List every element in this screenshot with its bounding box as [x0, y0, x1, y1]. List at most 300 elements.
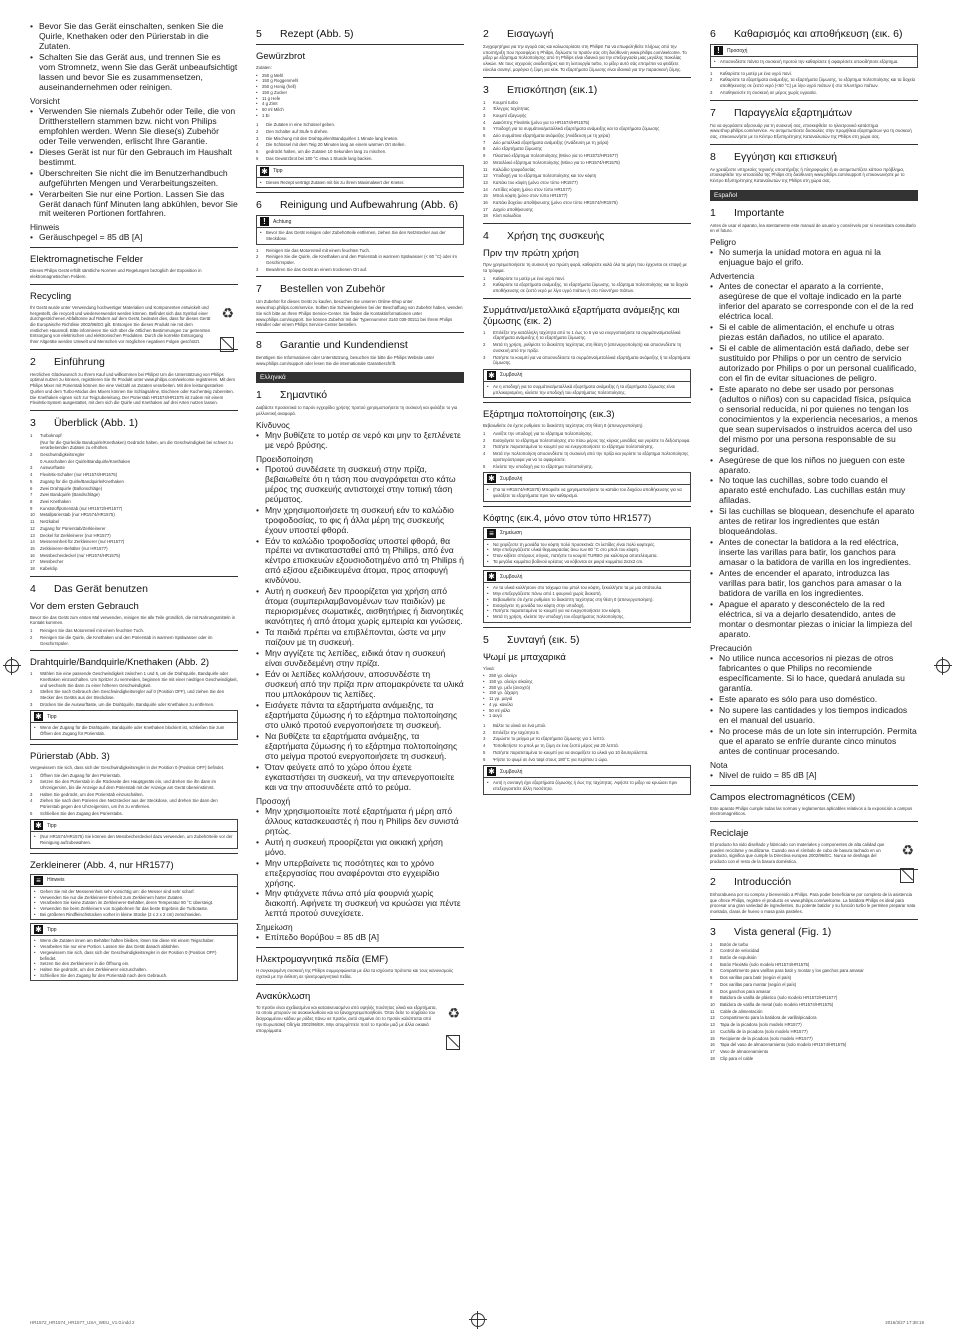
list-item: • Dieses Gerät ist nur für den Gebrauch im Haushalt bestimmt. — [30, 148, 238, 168]
numbered-item: 3 Drücken Sie die Auswurftaste, um die Drahtquirle, Bandquirle oder Knethaken zu entfernen. — [30, 701, 215, 707]
divider — [256, 192, 464, 193]
tip-box: ✱ Tipp • Dieses Rezept verträgt Zutaten mit bis zu ihrem Maximalwert der Kneter. — [256, 165, 464, 189]
numbered-item: 18 Kabelclip — [30, 566, 58, 572]
cem-heading: Campos electromagnéticos (CEM) — [710, 791, 856, 803]
numbered-item: 10 Batidora de varilla de metal (solo modelo HR1574/HR1575) — [710, 1002, 834, 1007]
divider — [30, 247, 238, 248]
advertencia-heading: Advertencia — [710, 271, 755, 282]
divider — [256, 44, 464, 45]
greek-section-2-heading: 2 Εισαγωγή — [483, 28, 554, 40]
list-item: • Verwenden Sie niemals Zubehör oder Teile, die von Drittherstellern stammen bzw. nicht von Philips empfohlen werden. Wenn Sie diese(s) Zubehör oder Teile verwenden, erlischt Ihre Garantie. — [30, 107, 238, 147]
divider — [30, 349, 238, 350]
recipe-steps — [256, 122, 464, 161]
caution-heading: Προσοχή — [256, 795, 291, 806]
section-7-heading: 7 Bestellen von Zubehör — [256, 283, 386, 296]
reciclaje-heading: Reciclaje — [710, 828, 749, 840]
divider — [710, 821, 918, 822]
greek-section-7-heading: 7 Παραγγελία εξαρτημάτων — [710, 106, 852, 119]
numbered-item: 12 Υποδοχή για το εξάρτημα πολτοποίησης και τον κόφτη — [483, 173, 597, 179]
hinweis-heading: Hinweis — [30, 222, 60, 233]
list-item: • Βεβαιωθείτε ότι έχετε ρυθμίσει το διακόπτη ταχύτητας στη θέση 0 (απενεργοποίηση). — [487, 597, 687, 603]
tip-icon: ✱ — [488, 474, 495, 484]
list-item: • Όταν κόβετε σπόρους σόγιας, πατήστε το κουμπί TURBO για καλύτερα αποτελέσματα. — [487, 553, 687, 559]
numbered-item: 5 Schließen Sie den Zugang des Pürierstabs. — [30, 810, 123, 816]
print-footer-date: 2016/3/27 17:38:19 — [885, 1320, 924, 1325]
overview-list — [30, 433, 238, 572]
list-item: • Μην βυθίζετε το μοτέρ σε νερό και μην το ξεπλένετε με νερό βρύσης. — [256, 431, 464, 451]
numbered-item: 3 Ζυμώστε το μείγμα με τα εξαρτήματα ζύμωσης για 1 λεπτό. — [483, 736, 606, 742]
numbered-item: 2 Επιλέξτε την ταχύτητα 5. — [483, 729, 540, 735]
greek-chopper-heading: Κόφτης (εικ.4, μόνο στον τύπο HR1577) — [483, 512, 652, 524]
registration-mark-right — [936, 659, 950, 673]
numbered-item: 17 Δοχείο αποθήκευσης — [483, 206, 533, 212]
numbered-item: 11 Καλώδιο τροφοδοσίας — [483, 166, 536, 172]
puerierstab-steps — [30, 773, 238, 817]
peligro-list — [710, 248, 918, 268]
list-item: • 150 γρ. ζάχαρη — [483, 690, 691, 696]
list-item: • 50 ml γάλα — [483, 708, 691, 714]
greek-recipe-heading: Ψωμί με μπαχαρικά — [483, 651, 566, 663]
list-item: • No procese más de un lote sin interrupción. Permita que el aparato se enfríe durante cinco minutos antes de continuar procesando. — [710, 727, 918, 757]
greek-section-6-heading: 6 Καθαρισμός και αποθήκευση (εικ. 6) — [710, 28, 903, 40]
numbered-item: (Nur für die Quirle/die Bandquirle/Knethaken) Gedrückt halten, um die Geschwindigkeit bei schwer zu verarbeitenden Zutaten zu erhöhen. — [40, 439, 233, 451]
hinweis-item: • Geräuschpegel = 85 dB [A] — [30, 233, 238, 243]
section-8-heading: 8 Garantie und Kundendienst — [256, 338, 408, 351]
numbered-item: 2 Μετά τη χρήση, ρυθμίστε το διακόπτη ταχύτητας στη θέση 0 (απενεργοποίηση) και αποσυνδέστε τη συσκευή από την πρίζα. — [483, 342, 682, 353]
recycle-icon: ♻ — [447, 1004, 460, 1021]
list-item: • Asegúrese de que los niños no jueguen con este aparato. — [710, 456, 918, 476]
section-2-heading: 2 Einführung — [30, 355, 105, 368]
numbered-item: 1 Wählen Sie eine passende Geschwindigkeit zwischen 1 und 5, um die Drahtquirle, Bandquirle oder Knethaken einzuschalten. Um Spritzer zu vermeiden, beginnen Sie mit einer niedrigen Geschwindigkeit, und wechseln Sie dann zu einer höheren Geschwindigkeit. — [30, 671, 238, 688]
numbered-item: 2 Εισαγάγετε το εξάρτημα πολτοποίησης στο πίσω μέρος της κύριας μονάδας και γυρίστε το δεξιόστροφα. — [483, 437, 691, 443]
list-item: • Schalten Sie das Gerät aus, und trennen Sie es vom Stromnetz, wenn Sie das Gerät unbeaufsichtigt lassen und bevor Sie es zusammensetzen, auseinandernehmen oder reinigen. — [30, 53, 238, 93]
quirl-steps — [30, 671, 238, 707]
recycle-icon: ♻ — [901, 842, 914, 859]
list-item: • Να βυθίζετε τα εξαρτήματα ανάμειξης, τα εξαρτήματα ζύμωσης ή το εξάρτημα πολτοποίησης στο μείγμα προτού ενεργοποιήσετε τη συσκευή. — [256, 732, 464, 762]
tip-icon: ✱ — [488, 767, 495, 777]
note-box: ≡ Σημείωση • Να χειρίζεστε τη μονάδα του κόφτη πολύ προσεκτικά: Οι λεπίδες είναι πολύ κοφτερές. • Μην επεξεργάζεστε υλικά θερμοκρασίας άνω των 80 °C στο μπολ του κόφτη. • Όταν κόβετε σπόρους σόγιας, πατήστε το κουμπί TURBO για καλύτερα αποτελέσματα. • Τα μεγάλα κομμάτια βοδινού κρέατος να κόβονται σε μικρά κομμάτια 2x2x2 cm. — [483, 527, 691, 568]
tip-icon: ✱ — [35, 821, 42, 831]
caution-list — [256, 807, 464, 920]
numbered-item: 2 Setzen Sie den Pürierstab in die Rückseite des Hauptgeräts ein, und drehen Sie ihn dann im Uhrzeigersinn, bis die Anzeige auf dem Pürierstab mit der Anzeige am Gerät übereinstimmt. — [30, 779, 217, 790]
note-icon: ≡ — [487, 529, 496, 538]
list-item: • 250 g Honig (hell) — [256, 84, 464, 90]
list-item: • Αυτή η συσκευή προορίζεται για οικιακή χρήση μόνο. — [256, 838, 464, 858]
numbered-item: 7 Δύο μεταλλικά εξαρτήματα ανάμειξης (Ανάδευση με τη χείρα) — [483, 139, 609, 145]
divider — [483, 402, 691, 403]
crossed-bin-icon — [900, 868, 914, 883]
list-item: • Αν τα υλικά κολλήσουν στο τοίχωμα του μπολ του κόφτη, ξεκολλήστε τα με μια σπάτουλα. — [487, 585, 687, 591]
divider — [30, 744, 238, 745]
recycling-text: Ihr Gerät wurde unter Verwendung hochwertiger Materialien und Komponenten entwickelt und hergestellt, die recycelt und wiederverwendet werden können. Befindet sich das Symbol einer durchgestrichenen Abfalltonne auf Rädern auf dem Gerät, bedeutet dies, dass für dieses Gerät die Europäische Richtlinie 2002/96/EG gilt. Entsorgen Sie dieses Produkt nie mit dem restlichen Hausmüll. Bitte informieren Sie sich über die örtlichen Bestimmungen zur getrennten Entsorgung von elektrischen und elektronischen Produkten. Durch die korrekte Entsorgung Ihrer Altgeräte werden Umwelt und Menschen vor möglichen negativen Folgen geschützt. — [30, 304, 211, 345]
list-item: • Verarbeiten Sie nur eine Portion. Lassen Sie das Gerät danach abkühlen. — [34, 944, 234, 950]
spanish-section-3-heading: 3 Vista general (Fig. 1) — [710, 925, 832, 938]
greek-cleaning-steps — [710, 71, 918, 96]
divider — [710, 919, 918, 920]
greek-emf-heading: Ηλεκτρομαγνητικά πεδία (EMF) — [256, 954, 389, 966]
column-german-greek — [256, 22, 464, 1035]
first-use-text: Bevor Sie das Gerät zum ersten Mal verwenden, reinigen Sie alle Teile gründlich, die mit Nahrungsmitteln in Kontakt kommen. — [30, 614, 236, 626]
numbered-item: 3 Die Mischung mit den Drahtquirlen/Bandquirlen 1 Minute lang kneten. — [256, 135, 399, 141]
greek-guarantee-text: Αν χρειάζεστε υπηρεσίες τεχνικής υποστήριξης ή πληροφορίες ή αν αντιμετωπίζετε κάποιο πρόβλημα, επισκεφθείτε την ιστοσελίδα της Philips στη διεύθυνση www.philips.com/support ή επικοινωνήστε με το Κέντρο Εξυπηρέτησης Καταναλωτών της Philips στη χώρα σας. — [710, 166, 905, 184]
recycling-section — [30, 291, 238, 345]
list-item: • Μην υπερβαίνετε τις ποσότητες και το χρόνο επεξεργασίας που αναφέρονται στο εγχειρίδιο χρήσης. — [256, 859, 464, 889]
list-item: • Μην χρησιμοποιήσετε τη συσκευή εάν το καλώδιο τροφοδοσίας, το φις ή άλλα μέρη της συσκευής έχουν υποστεί φθορά. — [256, 506, 464, 536]
danger-list — [256, 431, 464, 451]
caution-box: ! Προσοχή • Αποσυνδέστε πάντα τη συσκευή προτού την καθαρίσετε ή αφαιρέσετε οποιοδήποτε εξάρτημα. — [710, 44, 918, 68]
numbered-item: 13 Καπάκι του κόφτη (μόνο στον τύπο HR1577) — [483, 179, 578, 185]
list-item: • 4 γρ. κανέλα — [483, 702, 691, 708]
bullets-top — [30, 22, 238, 93]
list-item: • 1 Ei — [256, 113, 464, 119]
numbered-item: 4 Ziehen Sie nach dem Pürieren den Netzstecker aus der Steckdose, und drehen Sie dann den Pürierstab gegen den Uhrzeigersinn, um ihn zu entfernen. — [30, 798, 218, 810]
greek-recipe-steps — [483, 723, 691, 762]
greek-section-1-heading: 1 Σημαντικό — [256, 389, 328, 402]
list-item: • 1 αυγό — [483, 713, 691, 719]
numbered-item: 18 Κλιπ καλωδίου — [483, 213, 522, 219]
column-greek-spanish — [710, 22, 918, 1062]
nota-list — [710, 771, 918, 781]
numbered-item: 16 Καπάκι δοχείου αποθήκευσης (μόνο στον τύπο HR1574/HR1575) — [483, 200, 618, 206]
numbered-item: 2 Den Schalter auf Stufe 5 drehen. — [256, 129, 329, 135]
numbered-item: 5 Υποδοχή για τα συρμάτινα/μεταλλικά εξαρτήματα ανάμειξης και τα εξαρτήματα ζύμωσης — [483, 126, 660, 132]
numbered-item: 3 Κουμπί εξαγωγής — [483, 112, 527, 118]
numbered-item: 18 Clip para el cable — [710, 1055, 754, 1061]
numbered-item: 17 Messbecher — [30, 559, 64, 565]
numbered-item: 4 Die Schüssel mit dem Teig 20 Minuten lang an einem warmen Ort stellen. — [256, 142, 406, 148]
list-item: • Εάν το καλώδιο τροφοδοσίας υποστεί φθορά, θα πρέπει να αντικατασταθεί από τη Philips, από ένα κέντρο επισκευών εξουσιοδοτημένο από τη Philips ή από εξίσου εξειδικευμένα άτομα, προς αποφυγή κινδύνου. — [256, 537, 464, 587]
tip-box: ✱ Συμβουλή • (Για τα HR1574/HR1575) Μπορείτε να χρησιμοποιήσετε το καπάκι του δοχείου αποθήκευσης για να φυλάξετε τα εξαρτήματα πριν τον καθαρισμό. — [483, 472, 691, 501]
puerierstab-heading: Pürierstab (Abb. 3) — [30, 750, 110, 762]
numbered-item: 3 Botón de expulsión — [710, 955, 757, 961]
numbered-item: 4 Botón FlexiMix (solo modelo HR1574/HR1575) — [710, 961, 810, 967]
greek-first-use-heading: Πριν την πρώτη χρήση — [483, 248, 579, 260]
section-4-heading: 4 Das Gerät benutzen — [30, 582, 148, 595]
greek-first-use-steps — [483, 276, 691, 294]
list-item: • Antes de conectar la batidora a la red eléctrica, inserte las varillas para batir, los ganchos para amasar o la batidora de varilla en los ingredientes. — [710, 538, 918, 568]
numbered-item: 5 Zugang für die Quirle/Bandquirle/Knethaken — [30, 478, 124, 484]
list-item: • Μην επεξεργάζεστε υλικά θερμοκρασίας άνω των 80 °C στο μπολ του κόφτη. — [487, 547, 687, 553]
numbered-item: 8 Δύο εξαρτήματα ζύμωσης — [483, 146, 542, 152]
tip-box: ✱ Συμβουλή • Αν η υποδοχή για τα συρμάτινα/μεταλλικά εξαρτήματα ανάμειξης ή τα εξαρτήματα ζύμωσης είναι μπλοκαρισμένη, κλείστε την υποδοχή του εξαρτήματος πολτοποίησης. — [483, 369, 691, 398]
list-item: • Πατήστε παρατεταμένα το κουμπί για να ενεργοποιήσετε τον κόφτη. — [487, 608, 687, 614]
numbered-item: 13 Deckel für Zerkleinerer (nur HR1577) — [30, 532, 111, 538]
numbered-item: 2 Έλεγχος ταχύτητας — [483, 106, 530, 112]
numbered-item: 7 Dos varillas para montar (según el país) — [710, 981, 797, 987]
numbered-item: 5 Κλείστε την υποδοχή για το εξάρτημα πολτοποίησης. — [483, 463, 594, 469]
list-item: • Μην χρησιμοποιείτε ποτέ εξαρτήματα ή μέρη από άλλους κατασκευαστές ή που η Philips δεν συνιστά ρητώς. — [256, 807, 464, 837]
list-item: • Verwenden Sie beim Zerkleinern von Sojabohnen für das beste Ergebnis die Turbotaste. — [34, 906, 234, 912]
numbered-item: 1 Turboknopf — [30, 432, 62, 438]
greek-section-3-heading: 3 Επισκόπηση (εικ.1) — [483, 83, 598, 96]
numbered-item: 1 Βάλτε τα υλικά σε ένα μπολ. — [483, 723, 547, 728]
first-use-heading: Vor dem ersten Gebrauch — [30, 600, 139, 612]
list-item: • Προτού συνδέσετε τη συσκευή στην πρίζα, βεβαιωθείτε ότι η τάση που αναγράφεται στο κάτω μέρος της συσκευής αντιστοιχεί στην τοπική τάση ρεύματος. — [256, 465, 464, 505]
divider — [30, 853, 238, 854]
list-item: • No utilice nunca accesorios ni piezas de otros fabricantes o que Philips no recomiende específicamente. Si lo hace, quedará anulada su garantía. — [710, 654, 918, 694]
zutaten-label: Zutaten: — [256, 65, 272, 70]
spanish-overview-list — [710, 942, 918, 1062]
registration-mark-bottom — [471, 1313, 485, 1327]
greek-section-5-heading: 5 Συνταγή (εικ. 5) — [483, 633, 580, 646]
numbered-item: 4 Τοποθετήστε το μπολ με τη ζύμη σε ένα ζεστό μέρος για 20 λεπτά. — [483, 743, 619, 749]
numbered-item: 1 Reinigen Sie das Motorenteil mit einem feuchten Tuch. — [256, 247, 371, 253]
warning-heading: Προειδοποίηση — [256, 453, 313, 464]
numbered-item: 2 Control de velocidad — [710, 948, 760, 954]
cem-text: Este aparato Philips cumple todas las normas y reglamentos aplicables relativos a la exposición a campos electromagnéticos. — [710, 805, 913, 817]
list-item: • Μετά τη χρήση, κλείστε την υποδοχή του εξαρτήματος πολτοποίησης. — [487, 614, 687, 620]
warning-icon: ! — [260, 217, 269, 226]
numbered-item: 15 Μπολ κόφτη (μόνο στον τύπο HR1577) — [483, 193, 568, 199]
list-item: • 150 g Roggenmehl — [256, 78, 464, 84]
divider — [710, 785, 918, 786]
numbered-item: 16 Tapa del vaso de almacenamiento (solo modelo HR1574/HR1575) — [710, 1042, 847, 1048]
numbered-item: 11 Netzkabel — [30, 519, 60, 525]
recycle-icon: ♻ — [221, 304, 234, 321]
greek-puree-text: Βεβαιωθείτε ότι έχετε ρυθμίσει το διακόπτη ταχύτητας στη θέση 0 (απενεργοποίηση). — [483, 423, 644, 429]
tip-box: ✱ Συμβουλή • Αυτή η συνταγή έχει εξαρτήματα ζύμωσης ή έως της ταχύτητας. Αφήστε το μίξερ να κρυώσει πριν επεξεργαστείτε άλλη ποσότητα. — [483, 765, 691, 794]
divider — [710, 869, 918, 870]
recipe-heading: Gewürzbrot — [256, 51, 306, 62]
spanish-intro: Antes de usar el aparato, lea atentamente este manual de usuario y consérvelo por si necesitara consultarlo en el futuro. — [710, 222, 916, 234]
note-list — [256, 933, 464, 943]
numbered-item: 7 Zwei Bandquirle (Bandschläge) — [30, 492, 100, 498]
list-item: • 150 g Zucker — [256, 90, 464, 96]
list-item: • 11 g Hefe — [256, 96, 464, 102]
registration-mark-left — [5, 659, 19, 673]
language-tab-greek: Ελληνικά — [256, 372, 464, 383]
greek-section-4-heading: 4 Χρήση της συσκευής — [483, 230, 605, 243]
numbered-item: 4 Μετά την πολτοποίηση αποσυνδέστε τη συσκευή από την πρίζα και γυρίστε το εξάρτημα πολτοποίησης αριστερόστροφα για να το αφαιρέσετε. — [483, 451, 689, 462]
divider — [256, 276, 464, 277]
numbered-item: 11 Cable de alimentación — [710, 1008, 763, 1014]
vorsicht-heading: Vorsicht — [30, 95, 60, 106]
column-german — [30, 22, 238, 984]
tip-box: ✱ Tipp • Wenn der Zugang für die Drahtquirle, Bandquirle oder Knethaken blockiert ist, schließen Sie zum Öffnen den Zugang für Pürierstab. — [30, 710, 238, 739]
ylika-label: Υλικά: — [483, 665, 495, 671]
numbered-item: 2 Reinigen Sie die Quirle, die Knethaken und den Pürierstab in warmem Spülwasser oder im Geschirrspüler. — [30, 634, 213, 646]
section-6-heading: 6 Reinigung und Aufbewahrung (Abb. 6) — [256, 199, 459, 212]
numbered-item: 3 Bewahren Sie das Gerät an einem trockenen Ort auf. — [256, 266, 368, 272]
numbered-item: 5 Πατήστε παρατεταμένα το κουμπί για να αναμείξετε τα υλικά για 10 δευτερόλεπτα. — [483, 749, 649, 755]
list-item: • Εάν οι λεπίδες κολλήσουν, αποσυνδέστε τη συσκευή από την πρίζα πριν απομακρύνετε τα υλικά που μπλοκάρουν τις λεπίδες. — [256, 670, 464, 700]
numbered-item: 3 Halten Sie gedrückt, um den Pürierstab einzuschalten. — [30, 791, 144, 797]
greek-puree-steps — [483, 431, 691, 469]
list-item: • 250 γρ. μέλι (ανοιχτό) — [483, 685, 691, 691]
numbered-item: 5 gedrückt halten, um die Zutaten 10 Sekunden lang zu mischen. — [256, 149, 387, 155]
ylika-list — [483, 673, 691, 719]
divider — [710, 144, 918, 145]
section-3-heading: 3 Überblick (Abb. 1) — [30, 416, 139, 429]
divider — [30, 284, 238, 285]
divider — [483, 298, 691, 299]
list-item: • Gehen Sie mit der Messereinheit sehr vorsichtig um: die Messer sind sehr scharf. — [34, 889, 234, 895]
list-item: • 150 γρ. αλεύρι σίκαλης — [483, 679, 691, 685]
divider — [256, 332, 464, 333]
list-item: • Verwenden Sie nur die Zerkleinerer-Einheit zum Zerkleinern harter Zutaten. — [34, 895, 234, 901]
tip-box: ✱ Tipp • (Nur HR1574/HR1575) Sie können den Messbecherdeckel dazu verwenden, um Zubehörteile vor der Reinigung aufzubewahren. — [30, 819, 238, 848]
tip-icon: ✱ — [35, 925, 42, 935]
numbered-item: 2 Καθαρίστε τα εξαρτήματα ανάμειξης, τα εξαρτήματα ζύμωσης, το εξάρτημα πολτοποίησης και τα δοχεία αποθήκευσης σε ζεστό νερό (<60 °C) με λίγο υγρό πιάτων ή στο πλυντήριο πιάτων. — [710, 77, 916, 89]
print-footer-file: HR1572_HR1574_HR1577_USA_WEU_V1.0.indd 2 — [30, 1320, 135, 1325]
tip-icon: ✱ — [35, 712, 42, 722]
numbered-item: 3 Αποθηκεύστε τη συσκευή σε μέρος χωρίς υγρασία. — [710, 89, 817, 95]
list-item: • Antes de conectar el aparato a la corriente, asegúrese de que el voltaje indicado en la parte inferior del aparato se corresponde con el de la red eléctrica local. — [710, 282, 918, 322]
greek-section-8-heading: 8 Εγγύηση και επισκευή — [710, 150, 838, 163]
numbered-item: 2 Reinigen Sie die Quirle, die Knethaken und den Pürierstab in warmem Spülwasser (< 60 °C) oder im Geschirrspüler. — [256, 254, 457, 266]
zerkleinerer-heading: Zerkleinerer (Abb. 4, nur HR1577) — [30, 859, 174, 871]
numbered-item: 17 Vaso de almacenamiento — [710, 1048, 769, 1054]
note-box: ≡ Hinweis • Gehen Sie mit der Messereinheit sehr vorsichtig um: die Messer sind sehr scharf. • Verwenden Sie nur die Zerkleinerer-Einheit zum Zerkleinern harter Zutaten. • Verarbeiten Sie keine Zutaten im Zerkleinerer-Behälter, deren Temperatur 80 °C übersteigt. • Verwenden Sie beim Zerkleinern von Sojabohnen für das beste Ergebnis die Turbotaste. • Bei größeren Rindfleischstücken vorher in kleine Stücke (2 x 2 x 2 cm) zerschneiden. — [30, 874, 238, 921]
list-item: • Este aparato no debe ser usado por personas (adultos o niños) con su capacidad física, psíquica o sensorial reducida, ni por quienes no tengan los conocimientos y la experiencia necesarios, a menos que sean supervisados o instruidos acerca del uso del mismo por una persona responsable de su seguridad. — [710, 385, 918, 455]
list-item: • Verarbeiten Sie keine Zutaten im Zerkleinerer-Behälter, deren Temperatur 80 °C übersteigt. — [34, 900, 234, 906]
tip-box: ✱ Συμβουλή • Αν τα υλικά κολλήσουν στο τοίχωμα του μπολ του κόφτη, ξεκολλήστε τα με μια σπάτουλα. • Μην επεξεργάζεστε πάνω από 1 φουρνιά χωρίς διακοπή. • Βεβαιωθείτε ότι έχετε ρυθμίσει το διακόπτη ταχύτητας στη θέση 0 (απενεργοποίηση). • Εισαγάγετε τη μονάδα του κόφτη στην υποδοχή. • Πατήστε παρατεταμένα το κουμπί για να ενεργοποιήσετε τον κόφτη. • Μετά τη χρήση, κλείστε την υποδοχή του εξαρτήματος πολτοποίησης. — [483, 570, 691, 622]
list-item: • No sumerja la unidad motora en agua ni la enjuague bajo el grifo. — [710, 248, 918, 268]
divider — [483, 77, 691, 78]
numbered-item: 8 Dos ganchos para amasar — [710, 988, 771, 994]
divider — [30, 650, 238, 651]
greek-mix-steps — [483, 330, 691, 366]
numbered-item: 14 Cuchilla de la picadora (solo modelo HR1577) — [710, 1028, 808, 1034]
tip-icon: ✱ — [488, 370, 495, 380]
numbered-item: 3 Πατήστε παρατεταμένα το κουμπί για να ενεργοποιήσετε το εξάρτημα πολτοποίησης. — [483, 444, 654, 450]
note-icon: ≡ — [34, 876, 43, 885]
numbered-item: 1 Κουμπί turbo — [483, 99, 518, 105]
numbered-item: 1 Καθαρίστε το μοτέρ με ένα υγρό πανί. — [483, 275, 565, 281]
list-item: • Bevor Sie das Gerät einschalten, senken Sie die Quirle, Knethaken oder den Pürierstab in die Zutaten. — [30, 22, 238, 52]
note-heading: Σημείωση — [256, 922, 293, 933]
list-item: • Schließen Sie den Zugang für den Pürierstab nach dem Gebrauch. — [34, 973, 234, 979]
precaucion-list — [710, 654, 918, 757]
list-item: • Τα μεγάλα κομμάτια βοδινού κρέατος να κόβονται σε μικρά κομμάτια 2x2x2 cm. — [487, 559, 687, 565]
peligro-heading: Peligro — [710, 237, 737, 248]
puerierstab-text: Vergewissern Sie sich, dass sich der Geschwindigkeitsregler in der Position 0 (Position OFF) befindet. — [30, 764, 225, 770]
language-tab-spanish: Español — [710, 190, 918, 201]
divider — [483, 627, 691, 628]
divider — [30, 410, 238, 411]
greek-recycling-section — [256, 991, 464, 1034]
numbered-item: 0 Ausschalten der Quirle/Bandquirle/Knethaken — [40, 458, 131, 464]
list-item: • Εισάγετε πάντα τα εξαρτήματα ανάμειξης, τα εξαρτήματα ζύμωσης ή το εξάρτημα πολτοποίησης στο υλικό προτού ενεργοποιήσετε τη συσκευή. — [256, 701, 464, 731]
crossed-bin-icon — [446, 1035, 460, 1050]
numbered-item: 12 Zugang für Pürierstab/Zerkleinerer — [30, 525, 106, 531]
numbered-item: 6 Das Gewürzbrot bei 180 °C etwa 1 Stunde lang backen. — [256, 155, 373, 161]
warning-list — [256, 465, 464, 793]
divider — [483, 223, 691, 224]
precaucion-heading: Precaución — [710, 642, 752, 653]
column-greek — [483, 22, 691, 798]
numbered-item: 6 Dos varillas para batir (según el país) — [710, 975, 792, 981]
numbered-item: 1 Reinigen Sie das Motorenteil mit einem feuchten Tuch. — [30, 628, 145, 634]
crossed-bin-icon — [220, 337, 234, 352]
greek-emf-text: Η συγκεκριμένη συσκευή της Philips συμμορφώνεται με όλα τα ισχύοντα πρότυπα και τους κανονισμούς σχετικά με την έκθεση σε ηλεκτρομαγνητικά πεδία. — [256, 968, 454, 980]
list-item: • Apague el aparato y desconéctelo de la red eléctrica, si va a dejarlo desatendido, antes de montar o desmontar piezas o iniciar la limpieza del aparato. — [710, 600, 918, 640]
spanish-recycling-section — [710, 828, 918, 865]
zutaten-list — [256, 73, 464, 119]
list-item: • Vergewissern Sie sich, dass sich der Geschwindigkeitsregler in der Position 0 (Position OFF) befindet. — [34, 950, 234, 961]
list-item: • Επίπεδο θορύβου = 85 dB [A] — [256, 933, 464, 943]
tip-icon: ✱ — [488, 572, 495, 582]
greek-accessories-text: Για να αγοράσετε αξεσουάρ για τη συσκευή σας, επισκεφθείτε το ηλεκτρονικό κατάστημα www.shop.philips.com/service. Αν αντιμετωπίσετε δυσκολίες στην προμήθεια εξαρτημάτων για τη συσκευή σας, επικοινωνήστε με το Κέντρο Εξυπηρέτησης Καταναλωτών της Philips στη χώρα σας. — [710, 122, 912, 139]
list-item: • Bei größeren Rindfleischstücken vorher in kleine Stücke (2 x 2 x 2 cm) zerschneiden. — [34, 912, 234, 918]
accessories-text: Um Zubehör für dieses Gerät zu kaufen, besuchen Sie unseren Online-Shop unter www.shop.philips.com/service. Sollten Sie Schwierigkeiten bei der Beschaffung von Zubehör haben, wenden Sie sich bitte an Ihren Philips Service-Center. Sie finden die Kontaktinformationen unter www.philips.com/support. Sie können Zubehör mit der Typennummer 3140 039 00211 bei Ihrem Philips Händler oder einem Philips Service-Center bestellen. — [256, 299, 463, 328]
greek-intro-text: Συγχαρητήρια για την αγορά σας και καλωσορίσατε στη Philips! Για να επωφεληθείτε πλήρως από την υποστήριξη που προσφέρει η Philips, δηλώστε το προϊόν σας στη διεύθυνση www.philips.com/welcome. Το μίξερ με εξάρτημα πολτοποίησης από τη Philips είναι ιδανικό για την επεξεργασία μιας μεγάλης ποικιλίας υλικών. Με τους ισχυρούς αναδευτήρες και τη λειτουργία turbo, το μίξερ αυτό σάς επιτρέπει να φτιάξετε εύκολα σαντιγί, μαρέγκα ή ζύμη για κέικ. Τα εξαρτήματα ζύμωσης είναι ιδανικά για την παρασκευή ζύμης. — [483, 44, 687, 72]
danger-heading: Κίνδυνος — [256, 419, 290, 430]
numbered-item: 9 Πλαστικό εξάρτημα πολτοποίησης (Μόνο για το HR1572/HR1577) — [483, 153, 619, 159]
numbered-item: 13 Tapa de la picadora (solo modelo HR1577) — [710, 1022, 802, 1028]
list-item: • Όταν φεύγετε από το χώρο όπου έχετε εγκαταστήσει τη συσκευή, να την απενεργοποιείτε και να την αποσυνδέετε από το ρεύμα. — [256, 763, 464, 793]
numbered-item: 4 FlexiMix-Schalter (nur HR1574/HR1575) — [30, 472, 118, 478]
numbered-item: 6 Zwei Drahtquirle (Ballonschläge) — [30, 485, 103, 491]
list-item: • 4 g Zimt — [256, 101, 464, 107]
numbered-item: 10 Μεταλλικό εξάρτημα πολτοποίησης (Μόνο για το HR1574/HR1575) — [483, 159, 620, 165]
list-item: • 250 g Mehl — [256, 73, 464, 79]
greek-mix-heading: Συρμάτινα/μεταλλικά εξαρτήματα ανάμειξης και ζύμωσης (εικ. 2) — [483, 304, 680, 327]
list-item: • 50 ml Milch — [256, 107, 464, 113]
reciclaje-text: El producto ha sido diseñado y fabricado con materiales y componentes de alta calidad que pueden reciclarse y reutilizarse. Cuando vea el símbolo de cubo de basura tachado en un producto, significa que cumple la Directiva europea 2002/96/EC. Nunca se deshaga del producto con el resto de la basura doméstica. — [710, 842, 885, 865]
nota-heading: Nota — [710, 759, 728, 770]
list-item: • Αυτή η συσκευή δεν προορίζεται για χρήση από άτομα (συμπεριλαμβανομένων των παιδιών) με περιορισμένες σωματικές, αισθητήριες ή διανοητικές ικανότητες ή από άτομα χωρίς εμπειρία και γνώσεις. — [256, 587, 464, 627]
greek-puree-heading: Εξάρτημα πολτοποίησης (εικ.3) — [483, 409, 615, 421]
caution-box: ! Achtung • Bevor Sie das Gerät reinigen oder Zubehörteile entfernen, ziehen Sie den Netzstecker aus der Steckdose. — [256, 215, 464, 244]
list-item: • Verarbeiten Sie nur eine Portion. Lassen Sie das Gerät danach fünf Minuten lang abkühlen, bevor Sie mit weiteren Portionen fortfahren. — [30, 190, 238, 220]
list-item: • Nivel de ruido = 85 dB [A] — [710, 771, 918, 781]
guarantee-text: Benötigen Sie Informationen oder Unterstützung, besuchen Sie bitte die Philips Website unter www.philips.com/support oder lesen Sie die internationale Garantieschrift. — [256, 354, 435, 366]
vorsicht-list — [30, 107, 238, 220]
numbered-item: 1 Botón de turbo — [710, 941, 749, 947]
section-5-heading: 5 Rezept (Abb. 5) — [256, 28, 354, 40]
numbered-item: 9 Kunststoffpürierstab (nur HR1572/HR1577) — [30, 505, 123, 511]
list-item: • 250 γρ. αλεύρι — [483, 673, 691, 679]
advertencia-list — [710, 282, 918, 640]
intro-text: Herzlichen Glückwunsch zu Ihrem Kauf und willkommen bei Philips! Um die Unterstützung von Philips optimal nutzen zu können, registrieren Sie Ihr Produkt unter www.philips.com/welcome registrieren. Mit dem Philips Mixer mit Pürierstab können Sie eine Vielzahl an Zutaten verarbeiten. Mit den leistungsstarken Quirlen und dem Turbo-Modus des Mixers können Sie Schlagsahne, Eischnee oder Kuchenteig zubereiten. Die Knethaken eignen sich zur Teigzubereitung. Der Pürierstab HR1574/HR1575 ist zudem mit einem FlexiMix-System ausgestattet, mit dem sich die Quirle und Knethaken auf drei Arten nutzen lassen. — [30, 371, 235, 406]
spanish-section-1-heading: 1 Importante — [710, 206, 785, 219]
divider — [256, 947, 464, 948]
list-item: • Halten Sie gedrückt, um den Zerkleinerer einzuschalten. — [34, 967, 234, 973]
quirl-heading: Drahtquirle/Bandquirle/Knethaken (Abb. 2) — [30, 657, 210, 669]
list-item: • Si el cable de alimentación, el enchufe u otras piezas están dañados, no utilice el aparato. — [710, 323, 918, 343]
greek-overview-list — [483, 100, 691, 220]
warning-icon: ! — [714, 46, 723, 55]
greek-first-use-text: Πριν χρησιμοποιήσετε τη συσκευή για πρώτη φορά, καθαρίστε καλά όλα τα μέρη που έρχονται σε επαφή με τα τρόφιμα. — [483, 262, 687, 273]
list-item: • Μην φτιάχνετε πάνω από μία φουρνιά χωρίς διακοπή. Αφήνετε τη συσκευή να κρυώσει για πέντε λεπτά προτού συνεχίσετε. — [256, 889, 464, 919]
numbered-item: 1 Καθαρίστε το μοτέρ με ένα υγρό πανί. — [710, 70, 792, 76]
numbered-item: 15 Recipiente de la picadora (solo modelo HR1577) — [710, 1035, 813, 1041]
greek-recycling-heading: Ανακύκλωση — [256, 990, 311, 1002]
list-item: • Μην αγγίζετε τις λεπίδες, ειδικά όταν η συσκευή είναι συνδεδεμένη στην πρίζα. — [256, 649, 464, 669]
list-item: • Si las cuchillas se bloquean, desenchufe el aparato antes de retirar los ingredientes que están bloqueándolas. — [710, 507, 918, 537]
list-item: • 11 γρ. μαγιά — [483, 696, 691, 702]
cleaning-steps — [256, 248, 464, 273]
emf-heading: Elektromagnetische Felder — [30, 254, 143, 266]
numbered-item: 2 Καθαρίστε τα εξαρτήματα ανάμειξης, τα εξαρτήματα ζύμωσης, το εξάρτημα πολτοποίησης και τα δοχεία αποθήκευσης σε ζεστό νερό με λίγο υγρό πιάτων ή στο πλυντήριο πιάτων. — [483, 282, 689, 293]
spanish-section-2-heading: 2 Introducción — [710, 875, 792, 888]
greek-recycling-text: Το προϊόν είναι σχεδιασμένο και κατασκευασμένο από υψηλής ποιότητας υλικά και εξαρτήματα, τα οποία μπορούν να ανακυκλωθούν και να ξαναχρησιμοποιηθούν. Όταν δείτε το σύμβολο του διαγραμμένου κάδου με ρόδες πάνω σε προϊόν, αυτό σημαίνει ότι το προϊόν καλύπτεται από την Ευρωπαϊκή Οδηγία 2002/96/ΕΚ. Μην απορρίπτετε ποτέ το προϊόν μαζί με άλλα οικιακά απορρίμματα. — [256, 1004, 437, 1033]
numbered-item: 8 Zwei Knethaken — [30, 498, 71, 504]
numbered-item: 10 Metallpürierstab (nur HR1574/HR1575) — [30, 512, 115, 518]
tip-box: ✱ Tipp • Wenn die Zutaten innen am Behälter haften bleiben, lösen Sie diese mit einem Teigschaber. • Verarbeiten Sie nur eine Portion. Lassen Sie das Gerät danach abkühlen. • Vergewissern Sie sich, dass sich der Geschwindigkeitsregler in der Position 0 (Position OFF) befindet. • Setzen Sie den Zerkleinerer in die Öffnung ein. • Halten Sie gedrückt, um den Zerkleinerer einzuschalten. • Schließen Sie den Zugang für den Pürierstab nach dem Gebrauch. — [30, 923, 238, 981]
list-item: • No supere las cantidades y los tiempos indicados en el manual del usuario. — [710, 706, 918, 726]
list-item: • Wenn die Zutaten innen am Behälter haften bleiben, lösen Sie diese mit einem Teigschaber. — [34, 938, 234, 944]
list-item: • Τα παιδιά πρέπει να επιβλέπονται, ώστε να μην παίζουν με τη συσκευή. — [256, 628, 464, 648]
divider — [483, 506, 691, 507]
numbered-item: 2 Stellen Sie nach Gebrauch den Geschwindigkeitsregler auf 0 (Position OFF), und ziehen Sie den Stecker des Geräts aus der Steckdose. — [30, 689, 225, 701]
numbered-item: 4 Διακόπτης FlexiMix (μόνο για το HR1574/HR1575) — [483, 119, 590, 125]
numbered-item: 9 Batidora de varilla de plástico (solo modelo HR1572/HR1577) — [710, 995, 838, 1001]
divider — [256, 984, 464, 985]
numbered-item: 14 Messereinheit für Zerkleinerer (nur HR1577) — [30, 539, 125, 545]
numbered-item: 12 Compartimento para la batidora de varilla/picadora — [710, 1015, 817, 1021]
